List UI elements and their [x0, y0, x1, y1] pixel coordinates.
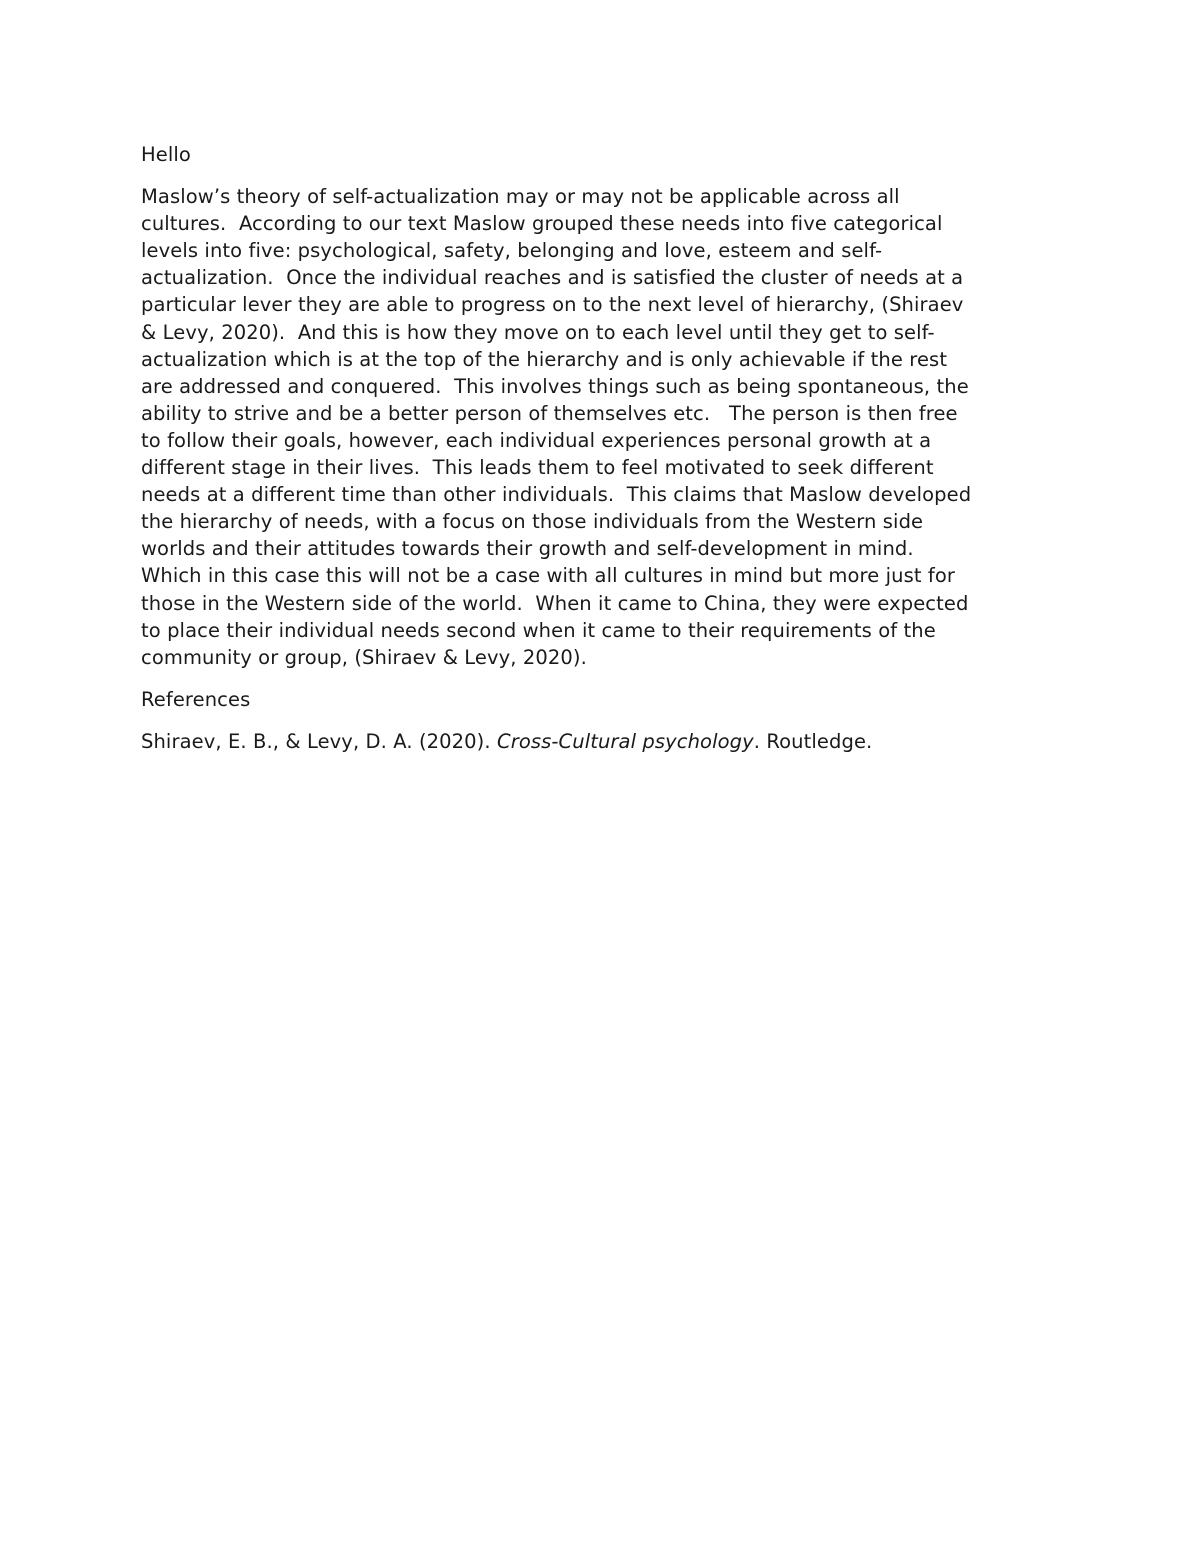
paragraph-line: community or group, (Shiraev & Levy, 2020). — [141, 645, 587, 669]
reference-publisher: . Routledge. — [753, 729, 873, 753]
reference-entry — [141, 728, 1061, 755]
greeting-text: Hello — [141, 143, 191, 166]
paragraph-line: needs at a different time than other individuals. This claims that Maslow developed — [141, 483, 972, 507]
paragraph-line: & Levy, 2020). And this is how they move on to each level until they get to self- — [141, 320, 935, 344]
paragraph-line: actualization. Once the individual reaches and is satisfied the cluster of needs at a — [141, 266, 964, 290]
paragraph-line: Which in this case this will not be a case with all cultures in mind but more just for — [141, 564, 955, 588]
paragraph-line: ability to strive and be a better person of themselves etc. The person is then free — [141, 401, 958, 425]
paragraph-line: particular lever they are able to progress on to the next level of hierarchy, (Shiraev — [141, 293, 964, 317]
reference-title: Cross-Cultural psychology — [497, 729, 754, 753]
paragraph-line: actualization which is at the top of the hierarchy and is only achievable if the rest — [141, 347, 948, 371]
paragraph-line: levels into five: psychological, safety, belonging and love, esteem and self- — [141, 239, 883, 263]
paragraph-line: cultures. According to our text Maslow grouped these needs into five categorical — [141, 212, 943, 236]
references-heading: References — [141, 687, 251, 711]
document-content — [141, 141, 1061, 755]
body-paragraph — [141, 183, 1061, 671]
paragraph-line: the hierarchy of needs, with a focus on those individuals from the Western side — [141, 510, 924, 534]
paragraph-line: to place their individual needs second when it came to their requirements of the — [141, 618, 936, 642]
paragraph-line: Maslow’s theory of self-actualization may or may not be applicable across all — [141, 185, 900, 209]
paragraph-line: are addressed and conquered. This involves things such as being spontaneous, the — [141, 374, 969, 398]
reference-authors: Shiraev, E. B., & Levy, D. A. (2020). — [141, 729, 497, 753]
paragraph-line: those in the Western side of the world. When it came to China, they were expected — [141, 591, 969, 615]
paragraph-line: different stage in their lives. This leads them to feel motivated to seek different — [141, 456, 934, 480]
paragraph-line: worlds and their attitudes towards their growth and self-development in mind. — [141, 537, 914, 561]
paragraph-line: to follow their goals, however, each individual experiences personal growth at a — [141, 428, 932, 452]
